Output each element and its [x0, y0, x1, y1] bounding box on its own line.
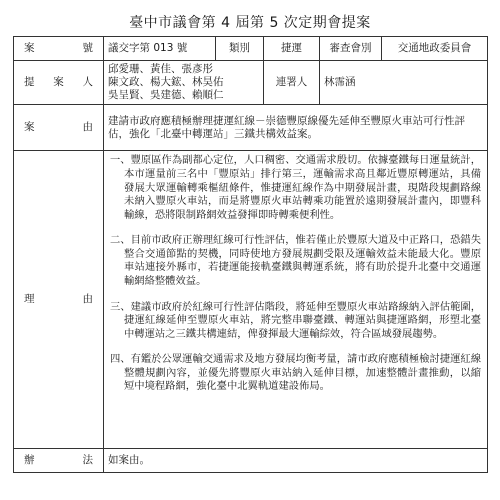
subject-row	[14, 105, 488, 151]
subject-label: 案由	[14, 105, 104, 151]
action-text: 如案由。	[104, 449, 488, 473]
committee-label: 審查會別	[320, 37, 382, 61]
subject-text: 建請市政府應積極辦理捷運紅線－崇德豐原線優先延伸至豐原火車站可行性評估，強化「北臺中轉運站」三鐵共構效益案。	[104, 105, 488, 151]
reason-paragraph: 四、有鑑於公眾運輸交通需求及地方發展均衡考量，請市政府應積極檢討捷運紅線整體規劃內容，並優先將豐原火車站納入延伸目標，加速整體計畫推動，以縮短中境程路網，強化臺中北翼軌道建設佈局。	[110, 353, 481, 393]
category-value: 捷運	[264, 37, 320, 61]
reason-body	[104, 151, 488, 449]
cosigner-value: 林霈涵	[320, 61, 488, 105]
reason-row	[14, 151, 488, 449]
reason-paragraph: 二、目前市政府正辦理紅線可行性評估，惟若僅止於豐原大道及中正路口，恐錯失整合交通節點的契機，同時使地方發展規劃受限及運輸效益未能最大化。豐原車站連接外縣市，若捷運能接軌臺鐵與轉運系統，將有助於提升北臺中交通運輸網絡整體效益。	[110, 234, 481, 287]
case-row	[14, 37, 488, 61]
case-number-label: 案號	[14, 37, 104, 61]
case-number-value: 議交字第 013 號	[104, 37, 216, 61]
reason-label: 理由	[14, 151, 104, 449]
proposer-names	[104, 61, 264, 105]
action-row	[14, 449, 488, 473]
action-label: 辦法	[14, 449, 104, 473]
reason-paragraph: 一、豐原區作為副都心定位，人口稠密、交通需求殷切。依據臺鐵每日運量統計，本市運量前三名中「豐原站」排行第三，運輸需求高且鄰近豐原轉運站，具備發展大眾運輸轉乘樞紐條件，惟捷運紅線作為中期發展計畫，現階段規劃路線未納入豐原火車站，而是將豐原火車站轉乘功能置於遠期發展計畫內，即豐科輸線，恐將限制路網效益發揮即時轉乘便利性。	[110, 154, 481, 221]
document-title: 臺中市議會第 4 屆第 5 次定期會提案	[129, 15, 371, 31]
category-label: 類別	[216, 37, 264, 61]
proposal-form-table	[13, 36, 488, 473]
proposer-label: 提案人	[14, 61, 104, 105]
proposer-names-line: 邱愛珊、黃佳、張彥彤	[108, 63, 213, 75]
committee-value: 交通地政委員會	[382, 37, 488, 61]
proposer-names-line: 吳呈賢、吳建德、賴順仁	[108, 89, 224, 102]
proposer-row	[14, 61, 488, 105]
cosigner-label: 連署人	[264, 61, 320, 105]
proposer-names-line: 陳文政、楊大鋐、林昊佑	[108, 76, 224, 89]
reason-paragraph: 三、建議市政府於紅線可行性評估階段，將延伸至豐原火車站路線納入評估範圍，捷運紅線延伸至豐原火車站，將完整串聯臺鐵、轉運站與捷運路網，形塑北臺中轉運站之三鐵共構連結，俾發揮最大運輸綜效，符合區域發展趨勢。	[110, 300, 481, 340]
